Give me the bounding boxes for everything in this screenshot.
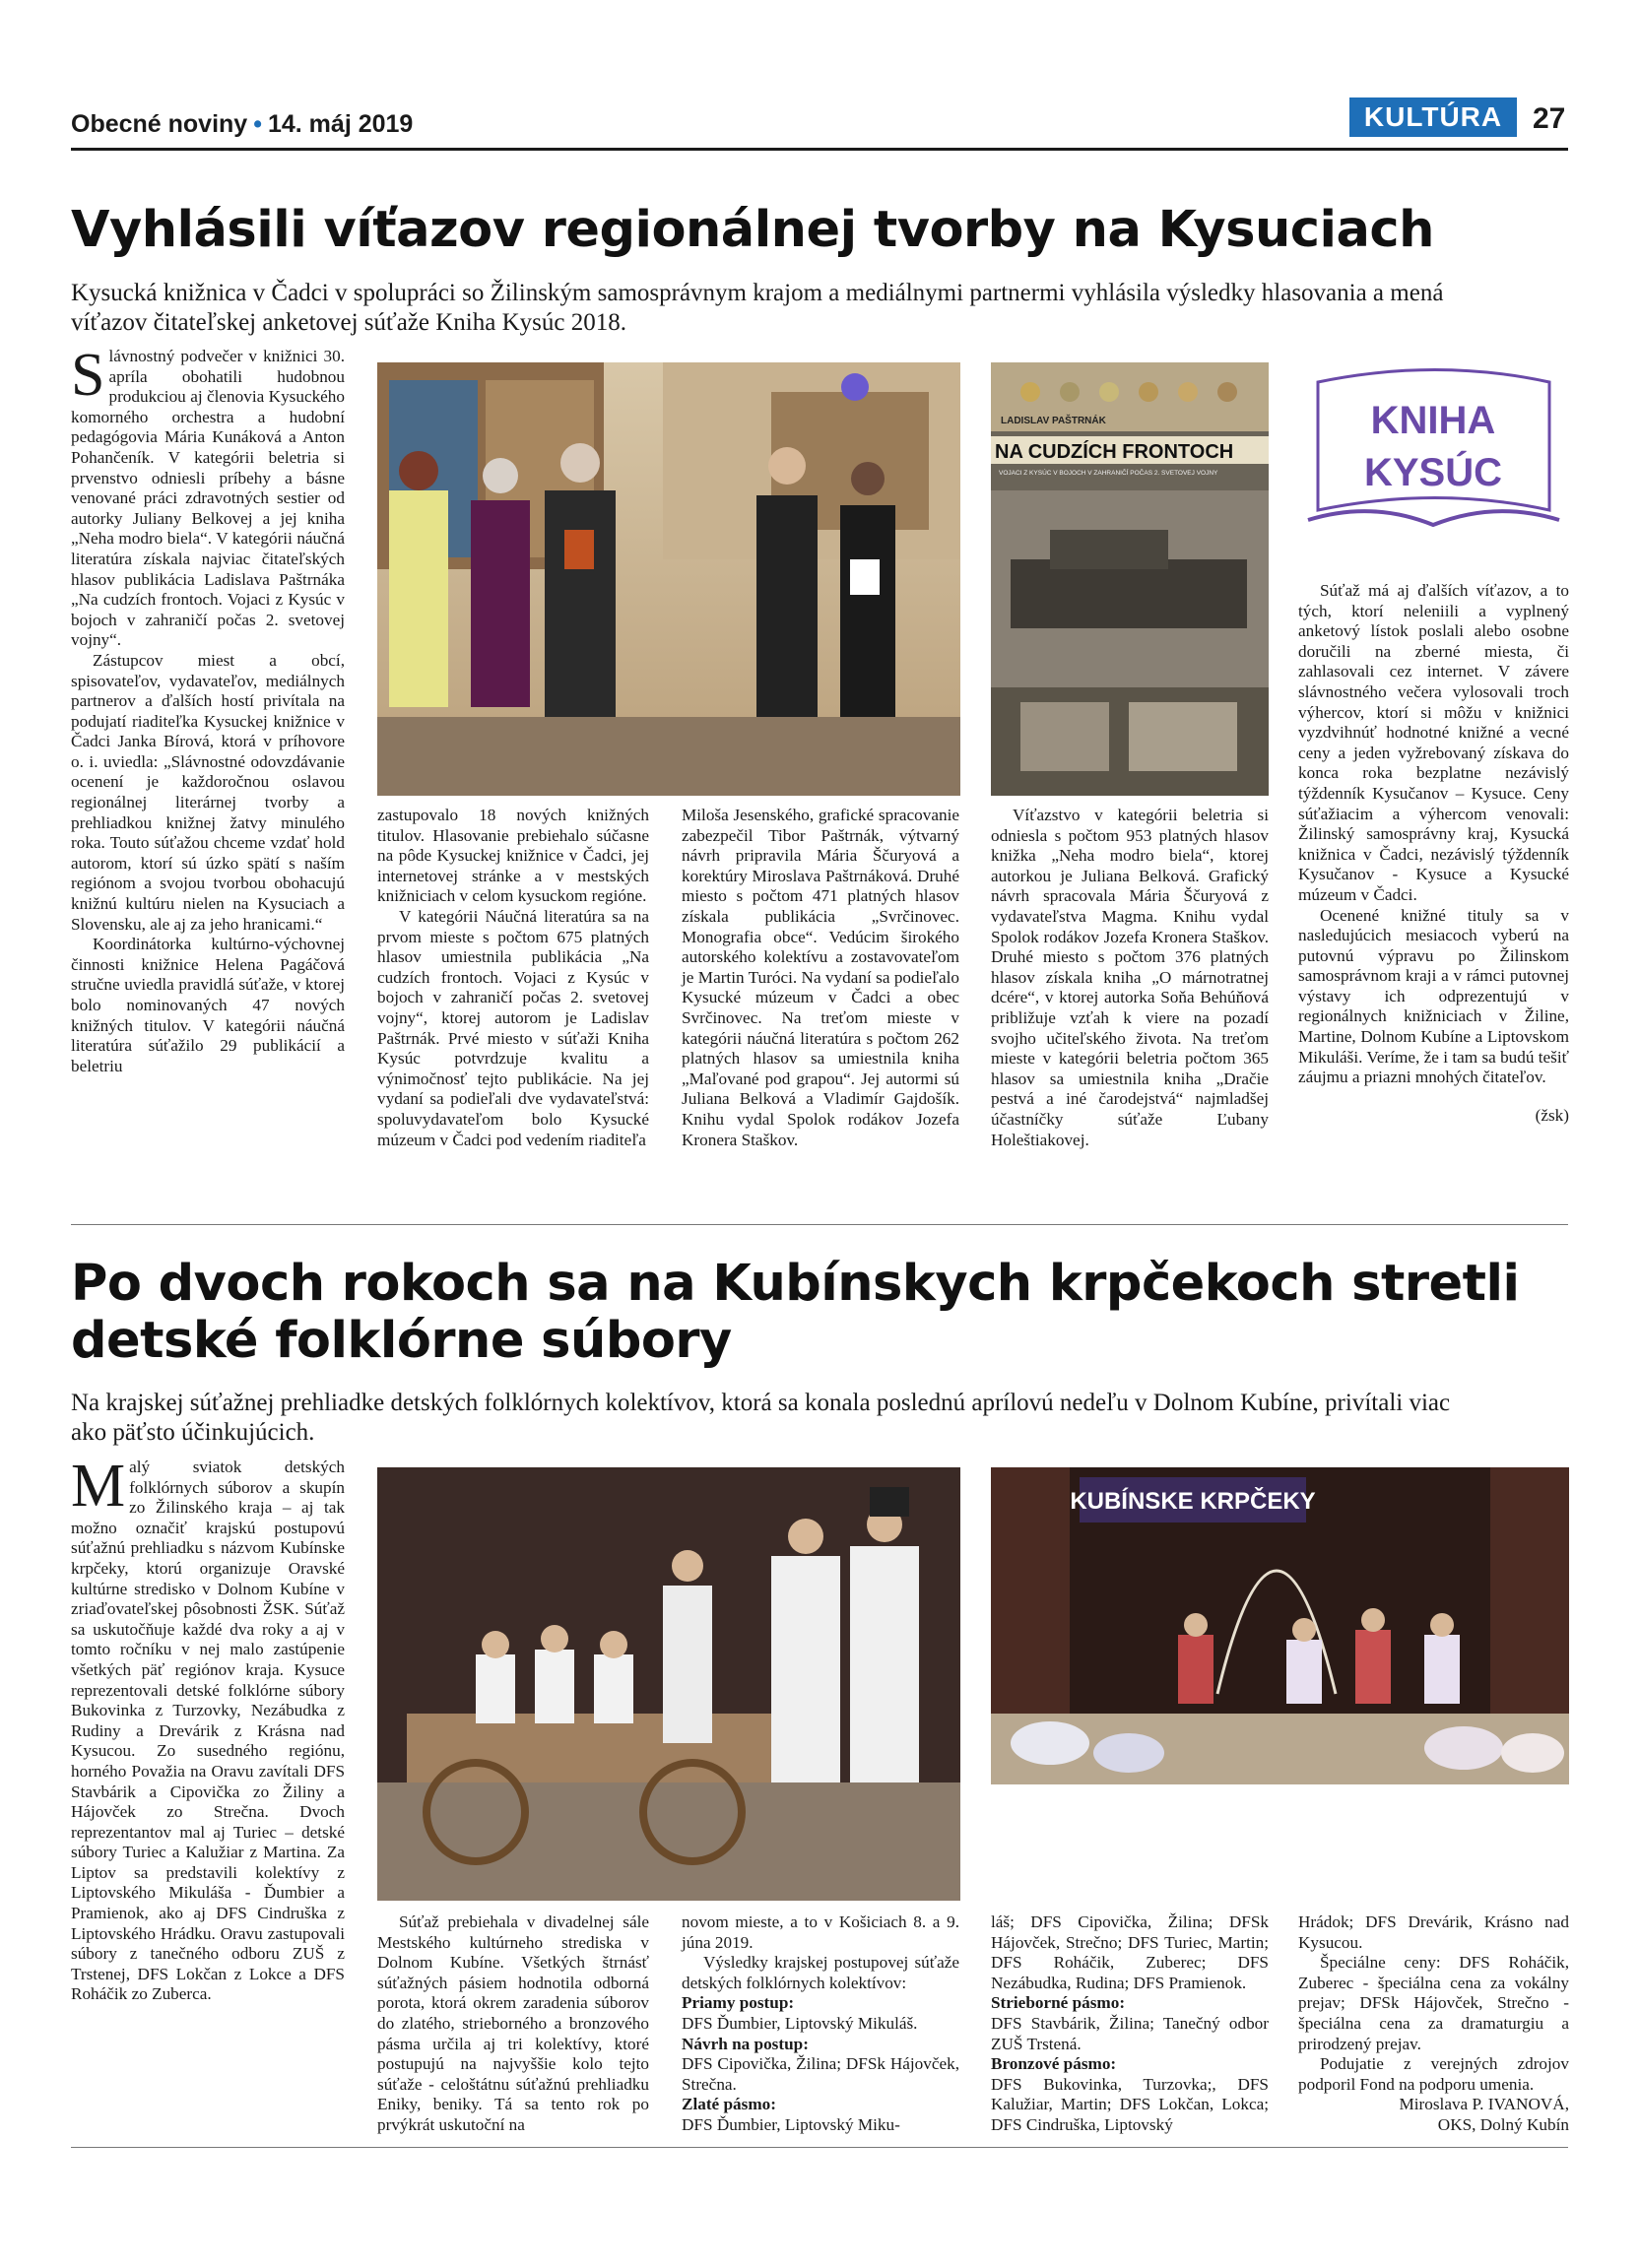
article1-column-4 xyxy=(991,806,1269,1150)
article1-headline: Vyhlásili víťazov regionálnej tvorby na Kysuciach xyxy=(71,201,1434,259)
results-heading: Návrh na postup: xyxy=(682,2034,809,2053)
results-heading: Strieborné pásmo: xyxy=(991,1993,1126,2013)
newspaper-name: Obecné noviny xyxy=(71,110,248,138)
logo-line-2: KYSÚC xyxy=(1363,451,1503,494)
folklore-photo-stage xyxy=(991,1467,1569,1784)
book-cover-image xyxy=(991,362,1269,796)
results-text: DFS Bukovinka, Turzovka;, DFS Kalužiar, Martin; DFS Lokčan, Lokca; DFS Cindruška, Liptovský xyxy=(991,2074,1269,2134)
dropcap: M xyxy=(71,1453,126,1520)
paragraph: V kategórii Náučná literatúra sa na prvom mieste s počtom 675 platných hlasov umiestnila publikácia „Na cudzích frontoch. Vojaci z Kysúc v bojoch v zahraničí počas 2. svetovej vojny“, ktorej autorom je Ladislav Paštrnák. Prvé miesto v súťaži Kniha Kysúc potvrdzuje kvalitu a výnimočnosť tejto publikácie. Na jej vydaní sa podieľali dve vydavateľstvá: spoluvydavateľom bolo Kysucké múzeum v Čadci pod vedením riaditeľa xyxy=(377,906,649,1149)
article1-column-2 xyxy=(377,806,649,1150)
article2-lead: Na krajskej súťažnej prehliadke detských folklórnych kolektívov, ktorá sa konala poslednú aprílovú nedeľu v Dolnom Kubíne, privítali viac ako päťsto účinkujúcich. xyxy=(71,1390,1451,1446)
folklore-photo-cart xyxy=(377,1467,960,1901)
paragraph: Ocenené knižné tituly sa v nasledujúcich mesiacoch vyberú na putovnú výpravu po Žilinskom samosprávnom kraji a v rámci putovnej výstavy ich odprezentujú v regionálnych knižniciach v Žiline, Martine, Dolnom Kubíne a Liptovskom Mikuláši. Veríme, že i tam sa budú tešiť záujmu a priazni mnohých čitateľov. xyxy=(1298,905,1569,1087)
paragraph: Koordinátorka kultúrno-výchovnej činnosti knižnice Helena Pagáčová stručne uviedla pravidlá súťaže, v ktorej bolo nominovaných 47 nových knižných titulov. V kategórii náučná literatúra súťažilo 29 publikácií a beletriu xyxy=(71,935,345,1075)
footer-rule xyxy=(71,2147,1568,2148)
paragraph: novom mieste, a to v Košiciach 8. a 9. júna 2019. xyxy=(682,1912,959,1952)
results-text: DFS Stavbárik, Žilina; Tanečný odbor ZUŠ Trstená. xyxy=(991,2013,1269,2053)
issue-date: 14. máj 2019 xyxy=(267,110,414,138)
results-text: Hrádok; DFS Drevárik, Krásno nad Kysucou. xyxy=(1298,1912,1569,1952)
article1-column-5 xyxy=(1298,581,1569,1126)
results-text: DFS Ďumbier, Liptovský Miku- xyxy=(682,2114,900,2134)
headline-line-2: detské folklórne súbory xyxy=(71,1312,732,1370)
section-badge: KULTÚRA xyxy=(1349,97,1517,137)
page-number: 27 xyxy=(1533,102,1566,135)
results-heading: Bronzové pásmo: xyxy=(991,2054,1117,2074)
paragraph: zastupovalo 18 nových knižných titulov. Hlasovanie prebiehalo súčasne na pôde Kysuckej knižnice v Čadci, jej internetovej stránke a v mestských knižniciach v celom kysuckom regióne. xyxy=(377,806,649,906)
article2-signature-name: Miroslava P. IVANOVÁ, xyxy=(1399,2095,1569,2114)
article2-column-5 xyxy=(1298,1912,1569,2136)
paragraph: Víťazstvo v kategórii beletria si odniesla s počtom 953 platných hlasov knižka „Neha modro biela“, ktorej autorkou je Juliana Belková. Grafický návrh spracovala Mária Ščuryová z vydavateľstva Magma. Knihu vydal Spolok rodákov Jozefa Kronera Staškov. Druhé miesto s počtom 376 platných hlasov získala kniha „O márnotratnej dcére“, v ktorej autorka Soňa Behúňová približuje vzťah k viere na pozadí svojho učiteľského života. Na treťom mieste v kategórii beletria počtom 365 hlasov sa umiestnila kniha „Dračie pestvá a iné čarodejstvá“ najmladšej účastníčky súťaže Ľubany Holeštiakovej. xyxy=(991,806,1269,1149)
paragraph: lávnostný podvečer v knižnici 30. apríla obohatili hudobnou produkciou aj členovia Kysuckého komorného orchestra a hudobní pedagógovia Mária Kunáková a Anton Pohančeník. V kategórii beletria si prvenstvo odniesli príbehy a básne venované práci zdravotných sestier od autorky Juliany Belkovej a jej kniha „Neha modro biela“. V kategórii náučná literatúra získala najviac čitateľských hlasov publikácia Ladislava Paštrnáka „Na cudzích frontoch. Vojaci z Kysúc v bojoch v zahraničí počas 2. svetovej vojny“. xyxy=(71,347,345,650)
stage-banner: KUBÍNSKE KRPČEKY xyxy=(1070,1488,1316,1515)
article1-signature: (žsk) xyxy=(1535,1105,1569,1125)
kniha-kysuc-logo xyxy=(1298,362,1569,550)
results-text: láš; DFS Cipovička, Žilina; DFSk Hájovček, Strečno; DFS Turiec, Martin; DFS Roháčik, Zuberec; DFS Nezábudka, Rudina; DFS Pramienok. xyxy=(991,1912,1269,1992)
article2-column-2 xyxy=(377,1912,649,2136)
article2-column-1 xyxy=(71,1453,345,2005)
article2-signature-org: OKS, Dolný Kubín xyxy=(1437,2114,1569,2134)
paragraph: Výsledky krajskej postupovej súťaže detských folklórnych kolektívov: xyxy=(682,1953,959,1992)
paragraph: alý sviatok detských folklórnych súborov a skupín zo Žilinského kraja – aj tak možno označiť krajskú postupovú súťažnú prehliadku s názvom Kubínske krpčeky, ktorú organizuje Oravské kultúrne stredisko v Dolnom Kubíne v zriaďovateľskej pôsobnosti ŽSK. Súťaž sa uskutočňuje každé dva roky a aj v tomto ročníku v nej malo zastúpenie všetkých päť regiónov kraja. Kysuce reprezentovali detské folklórne súbory Bukovinka z Turzovky, Nezábudka z Rudiny a Drevárik z Krásna nad Kysucou. Zo susedného regiónu, horného Považia na Oravu zavítali DFS Stavbárik a Cipovička zo Žiliny a Hájovček zo Strečna. Dvoch reprezentantov mal aj Turiec – detské súbory Turiec a Kalužiar z Martina. Za Liptov sa predstavili kolektívy z Liptovského Mikuláša - Ďumbier a Pramienok, ako aj DFS Cindruška z Liptovského Hrádku. Oravu zastupovali súbory z tanečného odboru ZUŠ z Trstenej, DFS Lokčan z Lokce a DFS Roháčik zo Zuberca. xyxy=(71,1458,345,2004)
book-subtitle: VOJACI Z KYSÚC V BOJOCH V ZAHRANIČÍ POČAS 2. SVETOVEJ VOJNY xyxy=(999,470,1218,477)
paragraph: Súťaž má aj ďalších víťazov, a to tých, ktorí neleniili a vyplnený anketový lístok poslali alebo osobne doručili na zberné miesta, či zahlasovali cez internet. V závere slávnostného večera vylosovali troch výhercov, ktorí si môžu v knižnici vyzdvihnúť hodnotné knižné a vecné ceny a jeden vyžrebovaný získava do konca roka bezplatne nezávislý týždenník Kysučanov – Kysuce. Ceny súťažiacim a výhercom venovali: Žilinský samosprávny kraj, Kysucká knižnica v Čadci, nezávislý týždenník Kysučanov - Kysuce a Kysucké múzeum v Čadci. xyxy=(1298,581,1569,904)
logo-line-1: KNIHA xyxy=(1370,399,1496,442)
article1-column-3 xyxy=(682,806,959,1150)
dropcap: S xyxy=(71,342,105,409)
results-text: DFS Ďumbier, Liptovský Mikuláš. xyxy=(682,2013,918,2033)
book-title: NA CUDZÍCH FRONTOCH xyxy=(995,441,1234,463)
article2-column-4 xyxy=(991,1912,1269,2136)
paragraph: Podujatie z verejných zdrojov podporil Fond na podporu umenia. xyxy=(1298,2054,1569,2094)
ceremony-photo xyxy=(377,362,960,796)
header-rule xyxy=(71,148,1568,151)
paragraph: Špeciálne ceny: DFS Roháčik, Zuberec - špeciálna cena za vokálny prejav; DFSk Hájovček, Strečno - špeciálna cena za dramaturgiu a prirodzený prejav. xyxy=(1298,1953,1569,2053)
article2-column-3 xyxy=(682,1912,959,2136)
article-divider xyxy=(71,1224,1568,1225)
article1-lead: Kysucká knižnica v Čadci v spolupráci so Žilinským samosprávnym krajom a mediálnymi partnermi vyhlásila výsledky hlasovania a mená víťazov čitateľskej anketovej súťaže Kniha Kysúc 2018. xyxy=(71,280,1444,336)
paragraph: Miloša Jesenského, grafické spracovanie zabezpečil Tibor Paštrnák, výtvarný návrh pripravila Mária Ščuryová a korektúry Miroslava Paštrnáková. Druhé miesto s počtom 471 platných hlasov získala publikácia „Svrčinovec. Monografia obce“. Vedúcim širokého autorského kolektívu a zostavovateľom je Martin Turóci. Na vydaní sa podieľalo Kysucké múzeum v Čadci a obec Svrčinovec. Na treťom mieste v kategórii náučná literatúra s počtom 262 platných hlasov sa umiestnila kniha „Maľované pod grapou“. Jej autormi sú Juliana Belková a Vladimír Gajdošík. Knihu vydal Spolok rodákov Jozefa Kronera Staškov. xyxy=(682,806,959,1149)
separator-dot: • xyxy=(253,110,262,138)
results-heading: Zlaté pásmo: xyxy=(682,2095,776,2114)
paragraph: Súťaž prebiehala v divadelnej sále Mestského kultúrneho strediska v Dolnom Kubíne. Všetkých štrnásť súťažných pásiem hodnotila odborná porota, ktorá okrem zaradenia súborov do zlatého, strieborného a bronzového pásma určila aj tri kolektívy, ktoré postupujú na najvyššie kolo tejto súťaže - celoštátnu súťažnú prehliadku Eniky, beniky. Tá sa tento rok po prvýkrát uskutoční na xyxy=(377,1912,649,2134)
article1-column-1 xyxy=(71,342,345,1076)
paragraph: Zástupcov miest a obcí, spisovateľov, vydavateľov, mediálnych partnerov a ďalších hostí privítala na podujatí riaditeľka Kysuckej knižnice v Čadci Janka Bírová, ktorá v príhovore o. i. uviedla: „Slávnostné odovzdávanie ocenení je každoročnou oslavou regionálnej literárnej tvorby a prehliadkou knižnej žatvy minulého roka. Touto súťažou chceme vzdať hold autorom, ktorí sú úzko spätí s naším regiónom a svojou tvorbou obohacujú knižnú kultúru nielen na Kysuciach a Slovensku, ale aj za jeho hranicami.“ xyxy=(71,650,345,934)
masthead xyxy=(71,110,413,139)
book-author: LADISLAV PAŠTRNÁK xyxy=(1001,416,1106,426)
results-text: DFS Cipovička, Žilina; DFSk Hájovček, Strečna. xyxy=(682,2054,959,2094)
headline-line-1: Po dvoch rokoch sa na Kubínskych krpčekoch stretli xyxy=(71,1255,1520,1313)
article2-headline xyxy=(71,1256,1519,1370)
results-heading: Priamy postup: xyxy=(682,1993,795,2013)
